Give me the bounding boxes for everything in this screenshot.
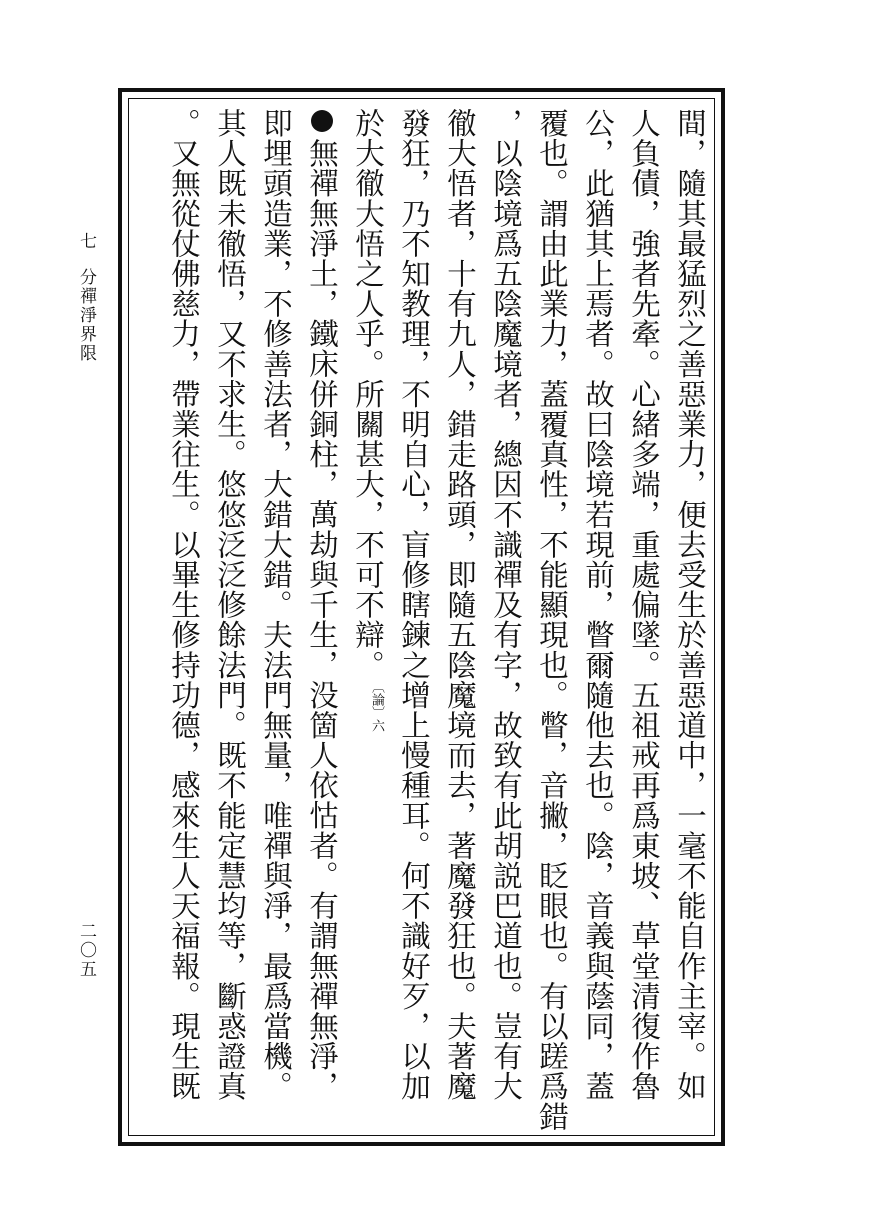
column-8-text: 於大徹大悟之人乎。所關甚大，不可不辯。 [351,108,385,680]
page-number: 二〇五 [76,922,96,979]
source-note-label: 論 [369,692,384,706]
source-note-number: 六 [369,718,384,732]
text-column-7: 發狂，乃不知教理，不明自心，盲修瞎鍊之增上慢種耳。何不識好歹，以加 [397,108,431,1102]
text-column-11: 其人既未徹悟，又不求生。悠悠泛泛修餘法門。既不能定慧均等，斷惑證真 [213,108,247,1102]
text-column-8 [348,108,388,1133]
text-column-5: ，以陰境爲五陰魔境者，總因不識禪及有字，故致有此胡説巴道也。豈有大 [489,108,523,1102]
text-column-2: 人負債，強者先牽。心緒多端，重處偏墜。五祖戒再爲東坡、草堂清復作魯 [627,108,661,1102]
source-note-bracket-open: 〔 [369,679,384,693]
text-column-4: 覆也。謂由此業力，蓋覆真性，不能顯現也。瞥，音撇，眨眼也。有以蹉爲錯 [535,108,569,1132]
text-column-9 [302,108,342,1133]
chapter-title: 分禪淨界限 [76,268,96,363]
text-column-1: 間，隨其最猛烈之善惡業力，便去受生於善惡道中，一毫不能自作主宰。如 [673,108,707,1102]
text-column-3: 公，此猶其上焉者。故曰陰境若現前，瞥爾隨他去也。陰，音義與蔭同，蓋 [581,108,615,1102]
source-note [369,680,383,732]
source-note-bracket-close: 〕 [369,705,384,719]
chapter-number: 七 [76,232,96,251]
text-column-6: 徹大悟者，十有九人，錯走路頭，即隨五陰魔境而去，著魔發狂也。夫著魔 [443,108,477,1102]
column-9-text: 無禪無淨土，鐵床併銅柱，萬劫與千生，没箇人依怙者。有謂無禪無淨， [305,138,339,1102]
text-column-10: 即埋頭造業，不修善法者，大錯大錯。夫法門無量，唯禪與淨，最爲當機。 [259,108,293,1102]
text-column-12: 。又無從仗佛慈力，帶業往生。以畢生修持功德，感來生人天福報。現生既 [167,108,201,1102]
section-bullet-icon [311,110,333,132]
